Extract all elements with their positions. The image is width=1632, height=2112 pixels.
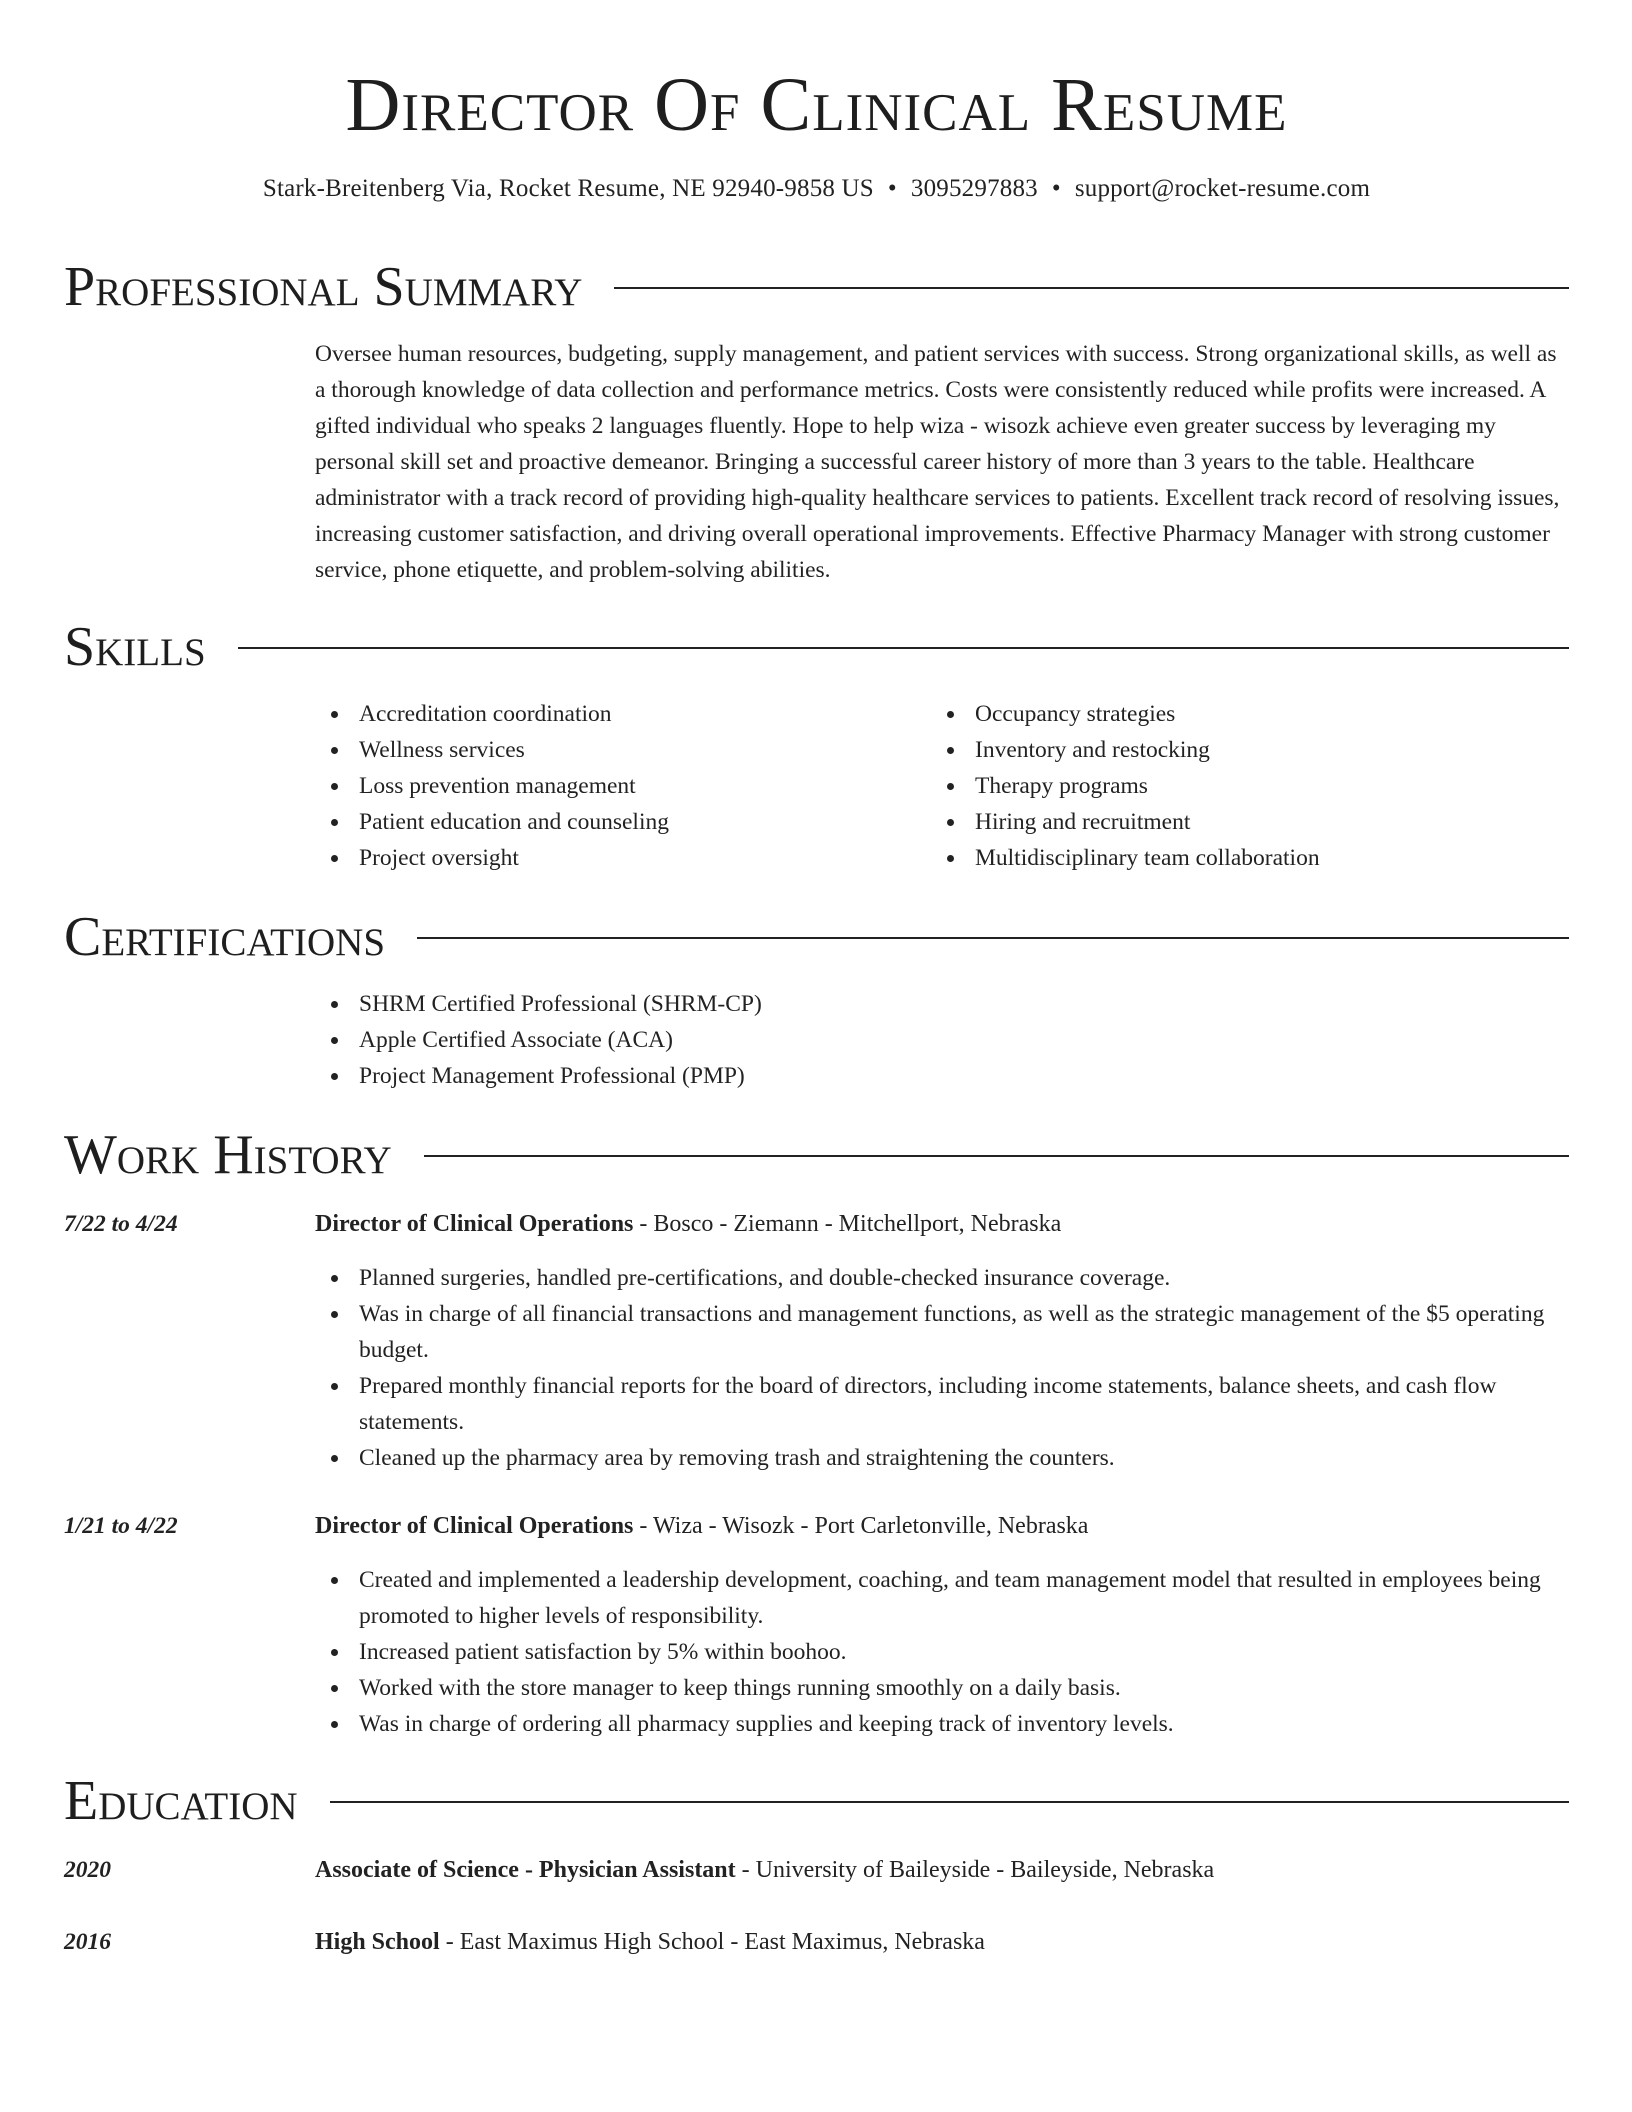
job-bullets <box>315 1562 1569 1742</box>
summary-text: Oversee human resources, budgeting, supply management, and patient services with success. Strong organizational skills, as well as a thorough knowledge of data collection and performance metrics. Costs were consistently reduced while profits were increased. A gifted individual who speaks 2 languages fluently. Hope to help wiza - wisozk achieve even greater success by leveraging my personal skill set and proactive demeanor. Bringing a successful career history of more than 3 years to the table. Healthcare administrator with a track record of providing high-quality healthcare services to patients. Excellent track record of resolving issues, increasing customer satisfaction, and driving overall operational improvements. Effective Pharmacy Manager with strong customer service, phone etiquette, and problem-solving abilities. <box>315 341 1560 583</box>
work-section-header <box>64 1120 1569 1190</box>
job-bullet: Was in charge of all financial transactions and management functions, as well as the strategic management of the $5 operating budget. <box>315 1296 1569 1368</box>
section-title-education: Education <box>64 1770 298 1832</box>
section-title-work: Work History <box>64 1124 392 1186</box>
section-title-certifications: Certifications <box>64 906 386 968</box>
summary-section-header <box>64 252 1569 322</box>
skill-item: Accreditation coordination <box>315 696 931 732</box>
job-bullet: Prepared monthly financial reports for the board of directors, including income statements, balance sheets, and cash flow statements. <box>315 1368 1569 1440</box>
skills-list-left <box>315 696 931 876</box>
summary-section <box>315 336 1569 588</box>
education-year: 2016 <box>64 1929 111 1955</box>
job-role: Director of Clinical Operations <box>315 1513 634 1539</box>
skills-section <box>315 696 1569 876</box>
certifications-list <box>315 986 1569 1094</box>
job-company: - Bosco - Ziemann - Mitchellport, Nebraska <box>633 1211 1062 1237</box>
section-title-skills: Skills <box>64 616 206 678</box>
skill-item: Occupancy strategies <box>931 696 1547 732</box>
job-bullet: Worked with the store manager to keep things running smoothly on a daily basis. <box>315 1670 1569 1706</box>
section-divider <box>424 1155 1569 1157</box>
section-divider <box>330 1801 1569 1803</box>
job-bullet: Created and implemented a leadership development, coaching, and team management model that resulted in employees being promoted to higher levels of responsibility. <box>315 1562 1569 1634</box>
education-entry <box>315 1924 1569 1960</box>
education-section-header <box>64 1766 1569 1836</box>
section-title-summary: Professional Summary <box>64 256 583 318</box>
contact-separator: • <box>887 175 897 202</box>
job-dates: 7/22 to 4/24 <box>64 1211 178 1237</box>
job-bullet: Cleaned up the pharmacy area by removing trash and straightening the counters. <box>315 1440 1569 1476</box>
contact-phone: 3095297883 <box>910 175 1038 202</box>
education-school: - East Maximus High School - East Maximus, Nebraska <box>439 1929 985 1955</box>
job-role: Director of Clinical Operations <box>315 1211 634 1237</box>
job-company: - Wiza - Wisozk - Port Carletonville, Nebraska <box>633 1513 1089 1539</box>
job-bullet: Increased patient satisfaction by 5% within boohoo. <box>315 1634 1569 1670</box>
contact-separator: • <box>1051 175 1061 202</box>
skills-list-right <box>931 696 1547 876</box>
job-bullet: Planned surgeries, handled pre-certifications, and double-checked insurance coverage. <box>315 1260 1569 1296</box>
education-degree: Associate of Science - Physician Assistant <box>315 1857 736 1883</box>
skill-item: Inventory and restocking <box>931 732 1547 768</box>
skill-item: Hiring and recruitment <box>931 804 1547 840</box>
contact-email: support@rocket-resume.com <box>1074 175 1371 202</box>
certification-item: Project Management Professional (PMP) <box>315 1058 1569 1094</box>
education-degree: High School <box>315 1929 440 1955</box>
resume-title: Director Of Clinical Resume <box>345 63 1288 147</box>
job-bullets <box>315 1260 1569 1476</box>
education-year: 2020 <box>64 1857 111 1883</box>
skill-item: Project oversight <box>315 840 931 876</box>
certification-item: Apple Certified Associate (ACA) <box>315 1022 1569 1058</box>
skill-item: Therapy programs <box>931 768 1547 804</box>
job-entry <box>315 1508 1569 1742</box>
education-school: - University of Baileyside - Baileyside, Nebraska <box>735 1857 1215 1883</box>
job-title-line <box>315 1206 1569 1242</box>
section-divider <box>614 287 1569 289</box>
job-bullet: Was in charge of ordering all pharmacy supplies and keeping track of inventory levels. <box>315 1706 1569 1742</box>
skills-section-header <box>64 612 1569 682</box>
skill-item: Wellness services <box>315 732 931 768</box>
education-entry <box>315 1852 1569 1888</box>
section-divider <box>238 647 1569 649</box>
contact-line <box>64 172 1569 206</box>
job-entry <box>315 1206 1569 1476</box>
skill-item: Patient education and counseling <box>315 804 931 840</box>
certifications-section <box>315 986 1569 1094</box>
skill-item: Multidisciplinary team collaboration <box>931 840 1547 876</box>
job-title-line <box>315 1508 1569 1544</box>
skill-item: Loss prevention management <box>315 768 931 804</box>
job-dates: 1/21 to 4/22 <box>64 1513 178 1539</box>
certifications-section-header <box>64 902 1569 972</box>
section-divider <box>417 937 1569 939</box>
certification-item: SHRM Certified Professional (SHRM-CP) <box>315 986 1569 1022</box>
contact-address: Stark-Breitenberg Via, Rocket Resume, NE 92940-9858 US <box>262 175 874 202</box>
